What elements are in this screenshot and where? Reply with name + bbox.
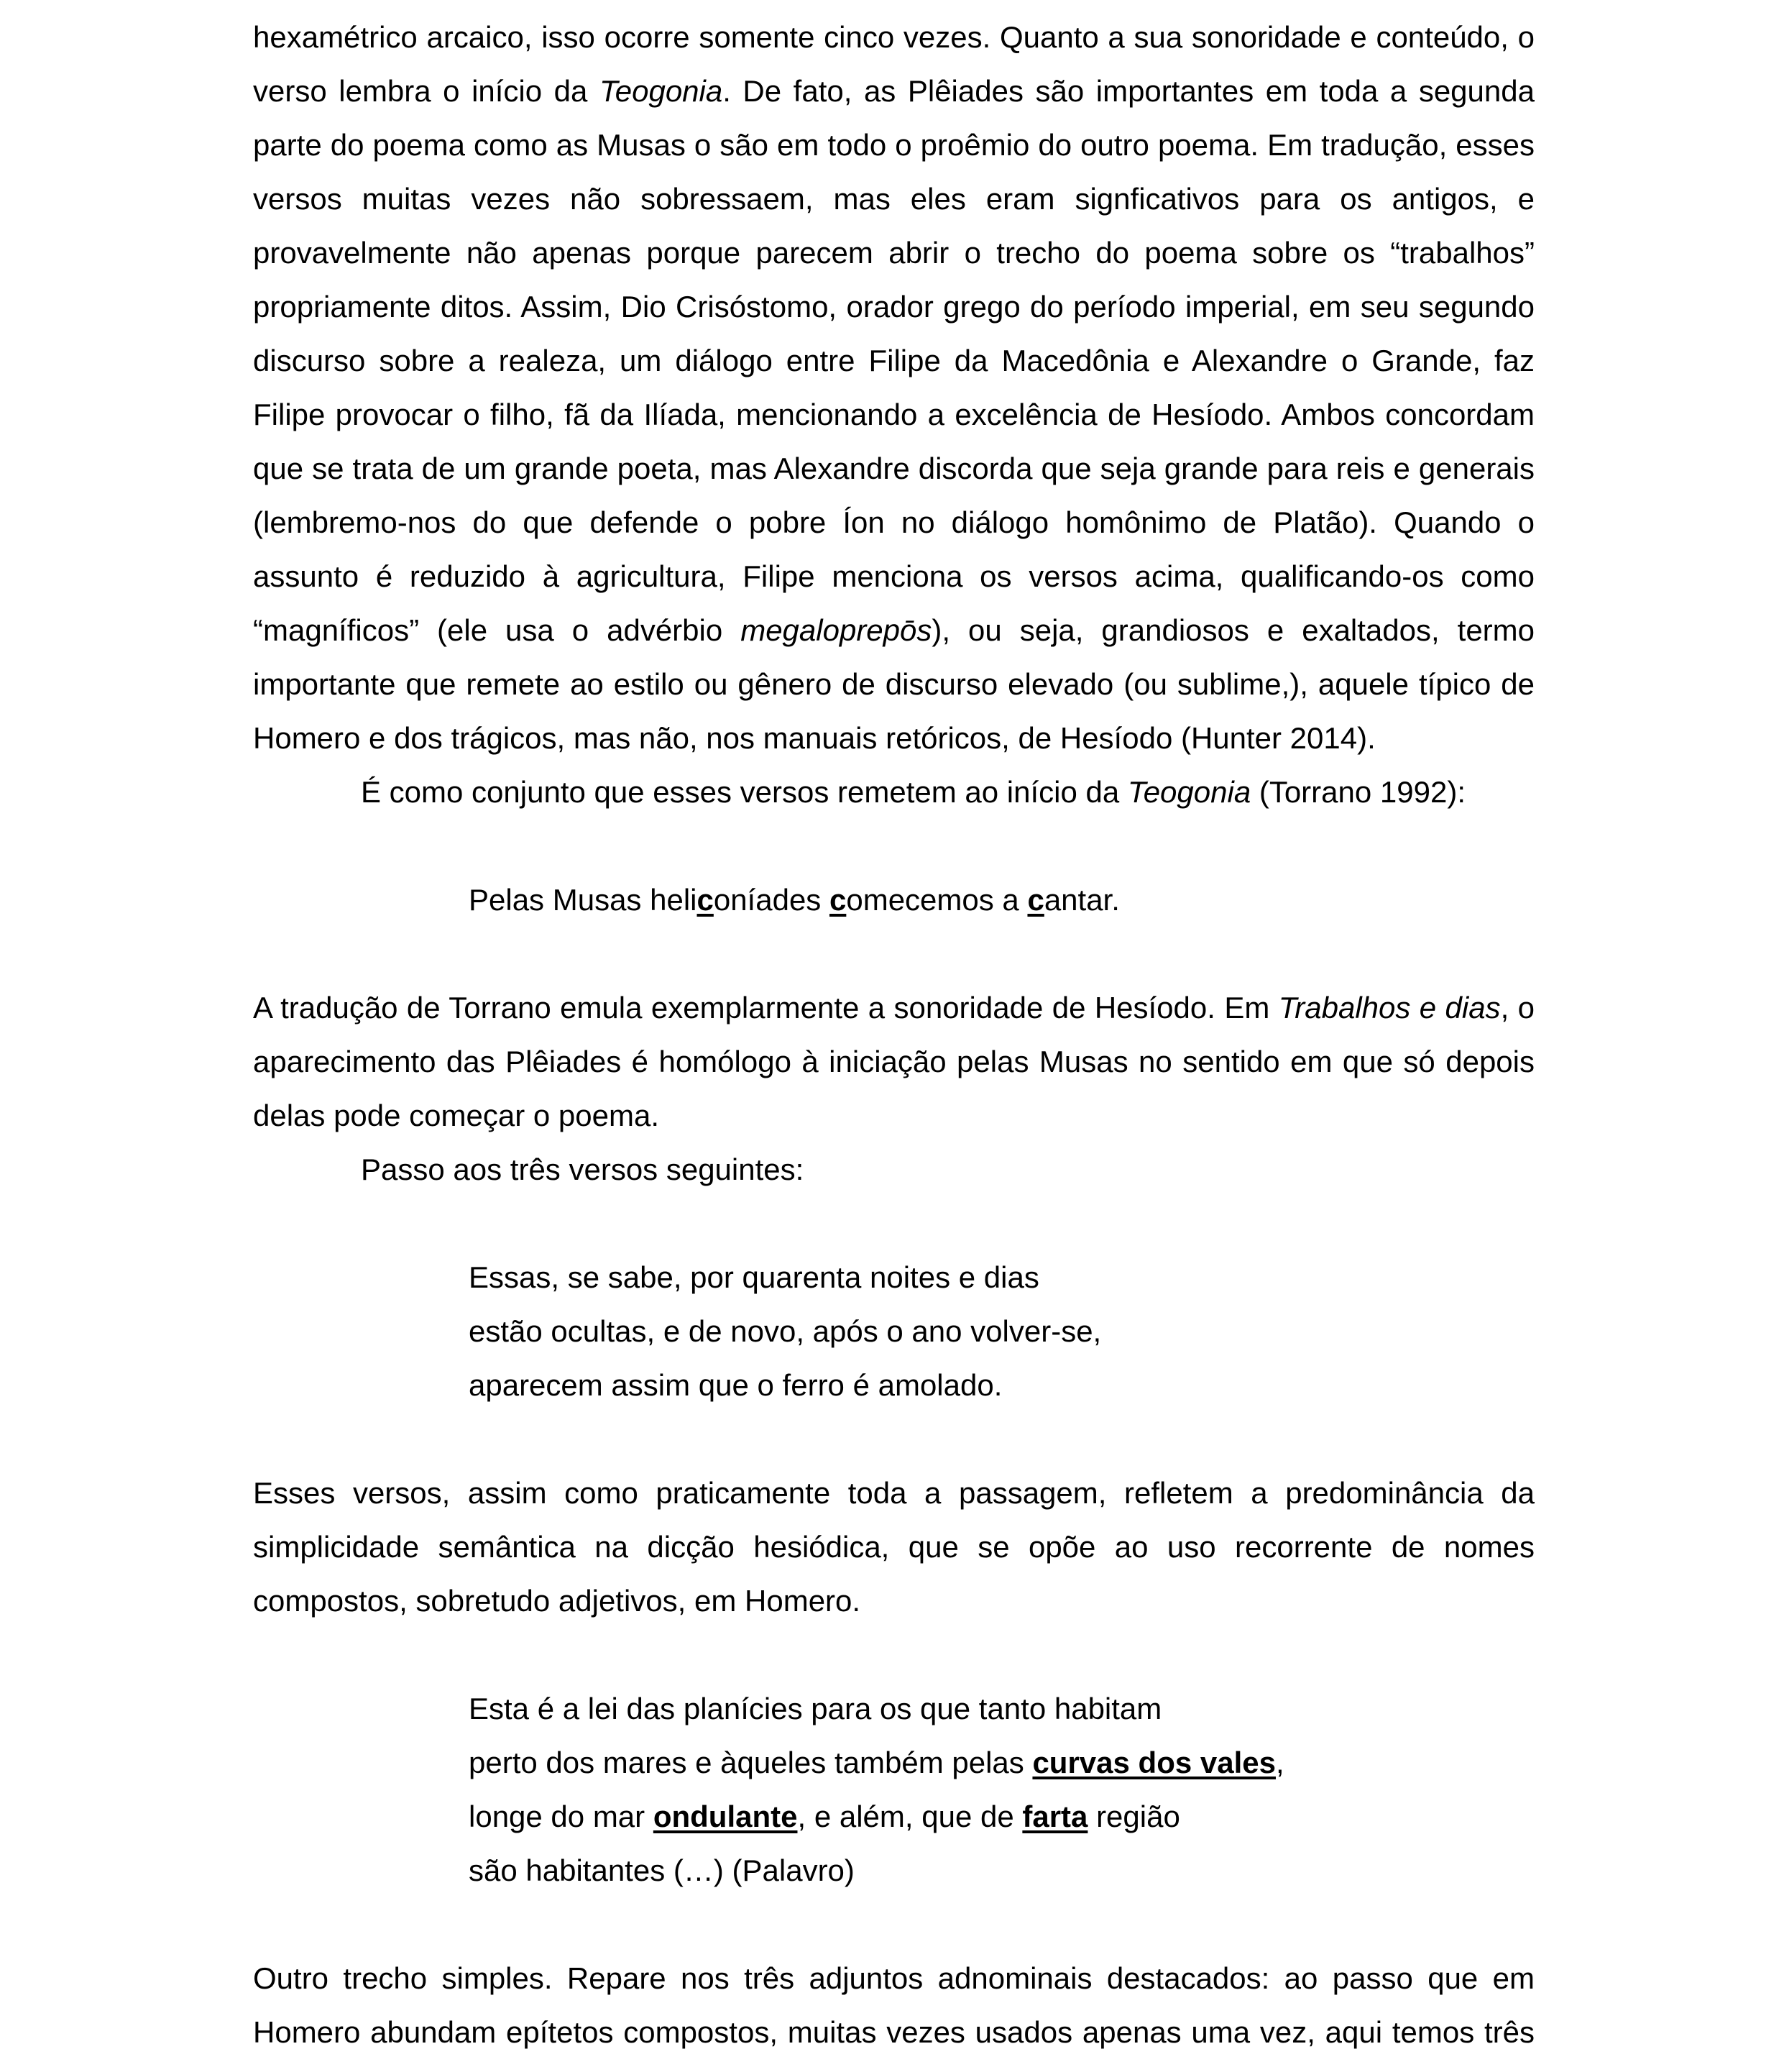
- text-line: [253, 657, 1535, 711]
- text-segment: Essas, se sabe, por quarenta noites e dias: [469, 1260, 1039, 1294]
- text-line: [253, 388, 1535, 441]
- text-segment: são habitantes (…) (Palavro): [469, 1853, 855, 1887]
- text-segment: A tradução de Torrano emula exemplarmente a sonoridade de Hesíodo. Em: [253, 991, 1279, 1024]
- text-line: [253, 1736, 1535, 1789]
- text-line: [253, 1789, 1535, 1843]
- text-line: [253, 549, 1535, 603]
- text-line: [253, 873, 1535, 927]
- text-segment: (Torrano 1992):: [1251, 775, 1466, 809]
- text-segment: perto dos mares e àqueles também pelas: [469, 1746, 1033, 1779]
- text-segment: oníades: [713, 883, 829, 917]
- text-line: [253, 1035, 1535, 1088]
- text-segment: parte do poema como as Musas o são em todo o proêmio do outro poema. Em tradução, esses: [253, 128, 1535, 162]
- text-segment: curvas dos vales: [1032, 1746, 1276, 1779]
- blank-line: [253, 1897, 1535, 1951]
- text-segment: Homero e dos trágicos, mas não, nos manuais retóricos, de Hesíodo (Hunter 2014).: [253, 721, 1376, 755]
- text-segment: Trabalhos e dias: [1278, 991, 1501, 1024]
- text-segment: propriamente ditos. Assim, Dio Crisóstomo, orador grego do período imperial, em seu segundo: [253, 290, 1535, 324]
- text-segment: delas pode começar o poema.: [253, 1099, 660, 1132]
- text-line: [253, 603, 1535, 657]
- blank-line: [253, 1628, 1535, 1682]
- text-segment: Homero abundam epítetos compostos, muitas vezes usados apenas uma vez, aqui temos três: [253, 2015, 1535, 2049]
- text-segment: c: [1027, 883, 1044, 917]
- text-segment: compostos, sobretudo adjetivos, em Homero.: [253, 1584, 861, 1618]
- text-segment: (lembremo-nos do que defende o pobre Íon no diálogo homônimo de Platão). Quando o: [253, 505, 1535, 539]
- text-line: [253, 1304, 1535, 1358]
- text-segment: , o: [1500, 991, 1535, 1024]
- blank-line: [253, 927, 1535, 981]
- text-segment: Teogonia: [1127, 775, 1251, 809]
- text-line: [253, 64, 1535, 118]
- text-line: [253, 10, 1535, 64]
- text-line: [253, 1520, 1535, 1574]
- text-line: [253, 1574, 1535, 1628]
- text-line: [253, 1951, 1535, 2005]
- text-line: [253, 1088, 1535, 1142]
- text-segment: ,: [1275, 1746, 1284, 1779]
- text-segment: importante que remete ao estilo ou gênero de discurso elevado (ou sublime,), aquele típico de: [253, 667, 1535, 701]
- text-line: [253, 2005, 1535, 2059]
- text-segment: Pelas Musas heli: [469, 883, 697, 917]
- text-segment: longe do mar: [469, 1800, 653, 1833]
- text-line: [253, 172, 1535, 226]
- text-segment: provavelmente não apenas porque parecem abrir o trecho do poema sobre os “trabalhos”: [253, 236, 1535, 270]
- text-segment: Passo aos três versos seguintes:: [361, 1152, 804, 1186]
- text-line: [253, 1682, 1535, 1736]
- text-segment: omecemos a: [846, 883, 1028, 917]
- text-line: [253, 441, 1535, 495]
- text-segment: c: [696, 883, 714, 917]
- blank-line: [253, 1412, 1535, 1466]
- text-segment: , e além, que de: [797, 1800, 1023, 1833]
- text-segment: aparecem assim que o ferro é amolado.: [469, 1368, 1003, 1402]
- text-line: [253, 118, 1535, 172]
- text-segment: “magníficos” (ele usa o advérbio: [253, 613, 741, 647]
- text-segment: Teogonia: [599, 74, 723, 108]
- text-segment: megaloprepōs: [740, 613, 932, 647]
- text-segment: ), ou seja, grandiosos e exaltados, termo: [932, 613, 1535, 647]
- text-line: [253, 765, 1535, 819]
- text-line: [253, 711, 1535, 765]
- text-line: [253, 226, 1535, 280]
- text-segment: verso lembra o início da: [253, 74, 599, 108]
- text-segment: Esses versos, assim como praticamente toda a passagem, refletem a predominância da: [253, 1476, 1535, 1510]
- text-line: [253, 280, 1535, 334]
- blank-line: [253, 1196, 1535, 1250]
- text-segment: Filipe provocar o filho, fã da Ilíada, mencionando a excelência de Hesíodo. Ambos concordam: [253, 398, 1535, 431]
- document-text: [253, 10, 1535, 2059]
- text-segment: que se trata de um grande poeta, mas Alexandre discorda que seja grande para reis e generais: [253, 451, 1535, 485]
- text-segment: . De fato, as Plêiades são importantes em toda a segunda: [722, 74, 1535, 108]
- text-segment: Esta é a lei das planícies para os que tanto habitam: [469, 1692, 1162, 1725]
- text-segment: farta: [1022, 1800, 1088, 1833]
- text-line: [253, 1466, 1535, 1520]
- text-segment: É como conjunto que esses versos remetem ao início da: [361, 775, 1128, 809]
- text-line: [253, 1142, 1535, 1196]
- text-line: [253, 334, 1535, 388]
- text-segment: região: [1088, 1800, 1180, 1833]
- text-segment: ondulante: [653, 1800, 798, 1833]
- text-segment: estão ocultas, e de novo, após o ano volver-se,: [469, 1314, 1102, 1348]
- text-segment: c: [829, 883, 847, 917]
- text-segment: discurso sobre a realeza, um diálogo entre Filipe da Macedônia e Alexandre o Grande, faz: [253, 344, 1535, 377]
- text-line: [253, 1843, 1535, 1897]
- text-segment: Outro trecho simples. Repare nos três adjuntos adnominais destacados: ao passo que em: [253, 1961, 1535, 1995]
- text-segment: hexamétrico arcaico, isso ocorre somente cinco vezes. Quanto a sua sonoridade e conteúdo, o: [253, 20, 1535, 54]
- blank-line: [253, 819, 1535, 873]
- text-segment: versos muitas vezes não sobressaem, mas eles eram signficativos para os antigos, e: [253, 182, 1535, 216]
- text-segment: antar.: [1044, 883, 1120, 917]
- text-segment: simplicidade semântica na dicção hesiódica, que se opõe ao uso recorrente de nomes: [253, 1530, 1535, 1564]
- text-line: [253, 1358, 1535, 1412]
- text-line: [253, 1250, 1535, 1304]
- text-segment: aparecimento das Plêiades é homólogo à iniciação pelas Musas no sentido em que só depois: [253, 1045, 1535, 1078]
- text-segment: assunto é reduzido à agricultura, Filipe menciona os versos acima, qualificando-os como: [253, 559, 1535, 593]
- text-line: [253, 495, 1535, 549]
- text-line: [253, 981, 1535, 1035]
